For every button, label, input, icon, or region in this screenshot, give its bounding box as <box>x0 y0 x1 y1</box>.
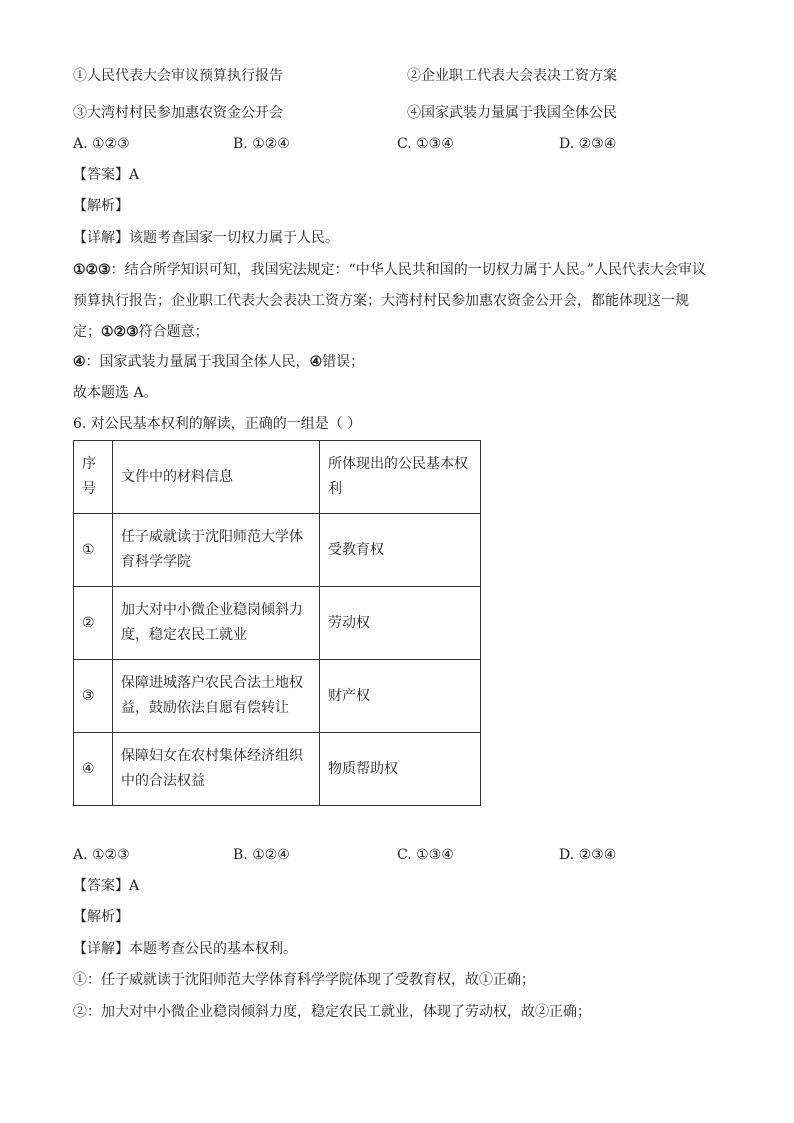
row-number: ③ <box>74 660 113 733</box>
detail-label: 【详解】 <box>73 230 129 246</box>
q5-explanation-2 <box>73 352 364 372</box>
bold-marker: ④ <box>73 354 86 370</box>
q5-explanation-1 <box>73 255 713 348</box>
q5-choice-c: C. ①③④ <box>397 136 454 152</box>
row-info: 保障妇女在农村集体经济组织中的合法权益 <box>113 733 320 806</box>
q6-choice-c: C. ①③④ <box>397 847 454 863</box>
row-number: ① <box>74 514 113 587</box>
answer-label: 【答案】 <box>73 878 129 894</box>
bold-marker: ④ <box>309 354 323 370</box>
explanation-text: 错误； <box>322 354 365 370</box>
q5-conclusion: 故本题选 A。 <box>73 385 158 401</box>
answer-value: A <box>129 167 140 183</box>
table-header-row <box>74 441 481 514</box>
row-right: 物质帮助权 <box>320 733 481 806</box>
q6-choice-a: A. ①②③ <box>73 847 130 863</box>
table-row <box>74 660 481 733</box>
q5-choice-d: D. ②③④ <box>559 136 617 152</box>
q6-stem: 6. 对公民基本权利的解读，正确的一组是（ ） <box>73 416 362 432</box>
answer-value: A <box>129 878 140 894</box>
row-number: ④ <box>74 733 113 806</box>
q5-item-2: ②企业职工代表大会表决工资方案 <box>407 68 617 84</box>
table-row <box>74 587 481 660</box>
row-right: 受教育权 <box>320 514 481 587</box>
q5-analysis-label: 【解析】 <box>73 198 129 214</box>
row-info: 加大对中小微企业稳岗倾斜力度，稳定农民工就业 <box>113 587 320 660</box>
q5-item-4: ④国家武装力量属于我国全体公民 <box>407 105 617 121</box>
q6-detail <box>73 939 297 959</box>
q5-item-1: ①人民代表大会审议预算执行报告 <box>73 68 283 84</box>
q6-point-1: ①：任子威就读于沈阳师范大学体育科学学院体现了受教育权，故①正确； <box>73 972 535 988</box>
row-right: 财产权 <box>320 660 481 733</box>
q5-choice-a: A. ①②③ <box>73 136 130 152</box>
table-row <box>74 733 481 806</box>
header-cell: 文件中的材料信息 <box>113 441 320 514</box>
row-right: 劳动权 <box>320 587 481 660</box>
detail-text: 本题考查公民的基本权利。 <box>129 941 297 957</box>
header-cell: 序号 <box>74 441 113 514</box>
answer-label: 【答案】 <box>73 167 129 183</box>
q5-item-3: ③大湾村村民参加惠农资金公开会 <box>73 105 283 121</box>
detail-label: 【详解】 <box>73 941 129 957</box>
bold-marker: ①②③ <box>101 324 139 340</box>
q5-detail <box>73 228 339 248</box>
q6-point-2: ②：加大对中小微企业稳岗倾斜力度，稳定农民工就业，体现了劳动权，故②正确； <box>73 1004 591 1020</box>
q5-answer <box>73 165 139 185</box>
q6-analysis-label: 【解析】 <box>73 909 129 925</box>
bold-marker: ①②③ <box>73 262 111 278</box>
q5-choice-b: B. ①②④ <box>233 136 290 152</box>
q6-choice-b: B. ①②④ <box>233 847 290 863</box>
rights-table <box>73 440 481 806</box>
row-info: 保障进城落户农民合法土地权益，鼓励依法自愿有偿转让 <box>113 660 320 733</box>
header-cell: 所体现出的公民基本权利 <box>320 441 481 514</box>
table-row <box>74 514 481 587</box>
explanation-text: 符合题意； <box>138 324 209 340</box>
detail-text: 该题考查国家一切权力属于人民。 <box>129 230 339 246</box>
row-number: ② <box>74 587 113 660</box>
explanation-text: ：结合所学知识可知，我国宪法规定：“中华人民共和国的一切权力属于人民。”人民代表大会审议预算执行报告；企业职工代表大会表决工资方案；大湾村村民参加惠农资金公开会，都能体现这一规定； <box>73 262 706 340</box>
q6-answer <box>73 876 139 896</box>
row-info: 任子威就读于沈阳师范大学体育科学学院 <box>113 514 320 587</box>
explanation-text: ：国家武装力量属于我国全体人民， <box>85 354 310 370</box>
q6-choice-d: D. ②③④ <box>559 847 617 863</box>
